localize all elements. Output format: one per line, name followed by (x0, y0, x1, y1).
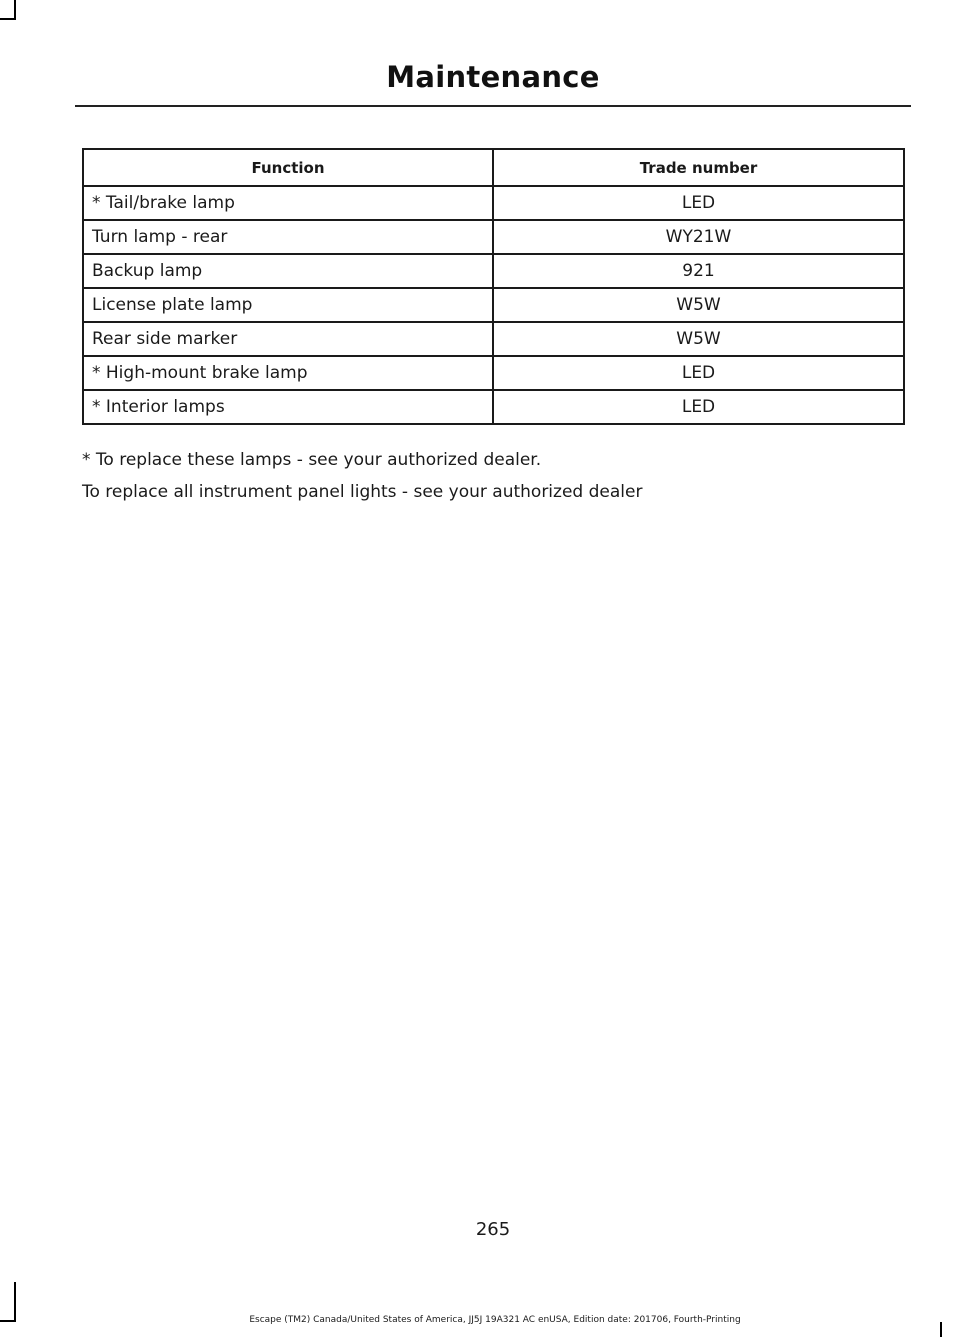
trade-number-cell: WY21W (493, 220, 904, 254)
crop-mark-bottom-left-v (14, 1282, 16, 1322)
crop-mark-top-left-v (14, 0, 16, 20)
crop-mark-bottom-right-v (940, 1322, 942, 1337)
table-row (83, 322, 904, 356)
table-row (83, 254, 904, 288)
trade-number-cell: LED (493, 356, 904, 390)
table-row (83, 356, 904, 390)
crop-mark-top-left-h (0, 18, 16, 20)
column-header-function: Function (83, 149, 493, 186)
crop-mark-bottom-left-h (0, 1320, 16, 1322)
trade-number-cell: W5W (493, 288, 904, 322)
table-header-row (83, 149, 904, 186)
edition-footer: Escape (TM2) Canada/United States of America, JJ5J 19A321 AC enUSA, Edition date: 201706, Fourth-Printing (249, 1315, 741, 1325)
table-row (83, 288, 904, 322)
function-cell: Turn lamp - rear (83, 220, 493, 254)
column-header-trade-number: Trade number (493, 149, 904, 186)
trade-number-cell: W5W (493, 322, 904, 356)
function-cell: * High-mount brake lamp (83, 356, 493, 390)
table-row (83, 220, 904, 254)
trade-number-cell: LED (493, 390, 904, 424)
note-instrument-panel-lights: To replace all instrument panel lights - see your authorized dealer (82, 482, 643, 502)
table-row (83, 390, 904, 424)
page-number: 265 (475, 1219, 511, 1240)
trade-number-cell: 921 (493, 254, 904, 288)
header-divider (75, 105, 911, 107)
function-cell: License plate lamp (83, 288, 493, 322)
function-cell: Backup lamp (83, 254, 493, 288)
trade-number-cell: LED (493, 186, 904, 220)
page-title: Maintenance (386, 60, 600, 94)
footnote-dealer-replacement: * To replace these lamps - see your authorized dealer. (82, 450, 542, 470)
function-cell: * Interior lamps (83, 390, 493, 424)
function-cell: Rear side marker (83, 322, 493, 356)
table-row (83, 186, 904, 220)
function-cell: * Tail/brake lamp (83, 186, 493, 220)
bulb-specification-table (82, 148, 905, 425)
